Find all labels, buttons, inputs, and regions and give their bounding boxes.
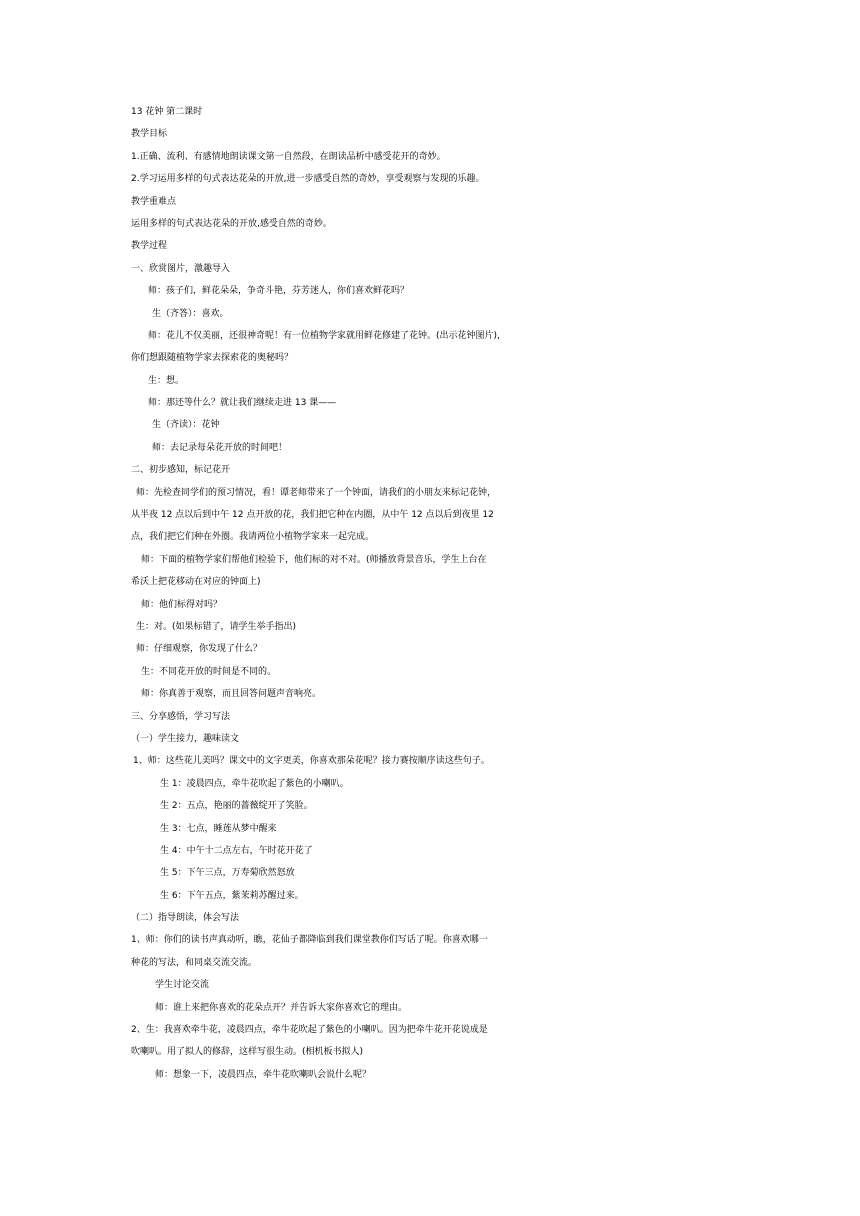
student-reading-line: 生 5：下午三点，万寿菊欣然怒放 — [160, 868, 295, 879]
dialogue-line: 师：仔细观察，你发现了什么？ — [136, 644, 263, 655]
dialogue-line: 生（齐读）：花钟 — [152, 420, 220, 431]
student-reading-line: 生 1：凌晨四点，牵牛花吹起了紫色的小喇叭。 — [160, 778, 349, 789]
objective-1: 1.正确、流利、有感情地朗读课文第一自然段，在朗读品析中感受花开的奇妙。 — [131, 151, 446, 162]
dialogue-continuation: 希沃上把花移动在对应的钟面上) — [131, 577, 261, 588]
dialogue-continuation: 点，我们把它们种在外圈。我请两位小植物学家来一起完成。 — [131, 532, 375, 543]
dialogue-line: 师：谁上来把你喜欢的花朵点开？并告诉大家你喜欢它的理由。 — [155, 1002, 408, 1013]
dialogue-line: 师：去记录每朵花开放的时间吧！ — [152, 442, 288, 453]
dialogue-line: 生（齐答）：喜欢。 — [152, 308, 229, 319]
dialogue-line: 师：他们标得对吗？ — [141, 599, 223, 610]
part-2-heading: 二、初步感知，标记花开 — [131, 465, 231, 476]
dialogue-line: 师：下面的植物学家们帮他们检验下，他们标的对不对。(师播放背景音乐，学生上台在 — [141, 554, 487, 565]
document-page — [0, 101, 860, 1086]
section-heading-objectives: 教学目标 — [131, 129, 168, 140]
dialogue-line: 师：你真善于观察，而且回答问题声音响亮。 — [141, 689, 322, 700]
student-reading-line: 生 6：下午五点，紫茉莉苏醒过来。 — [160, 890, 304, 901]
dialogue-line: 1、师：这些花儿美吗？课文中的文字更美，你喜欢那朵花呢？接力赛按顺序读这些句子。 — [133, 756, 490, 767]
part-1-heading: 一、欣赏图片，激趣导入 — [131, 263, 231, 274]
section-heading-process: 教学过程 — [131, 241, 168, 252]
dialogue-line: 师：花儿不仅美丽，还很神奇呢！有一位植物学家就用鲜花修建了花钟。(出示花钟图片)， — [148, 330, 507, 341]
student-reading-line: 生 3：七点，睡莲从梦中醒来 — [160, 823, 277, 834]
dialogue-continuation: 吹喇叭。用了拟人的修辞，这样写很生动。(相机板书拟人) — [131, 1047, 364, 1058]
student-reading-line: 生 4：中午十二点左右，午时花开花了 — [160, 845, 313, 856]
dialogue-line: 师：先检查同学们的预习情况，看！谭老师带来了一个钟面，请我们的小朋友来标记花钟， — [136, 487, 497, 498]
dialogue-line: 2、生：我喜欢牵牛花，凌晨四点，牵牛花吹起了紫色的小喇叭。因为把牵牛花开花说成是 — [131, 1025, 488, 1036]
lesson-title: 13 花钟 第二课时 — [131, 107, 203, 117]
subsection-1-heading: （一）学生接力，趣味读文 — [131, 733, 240, 744]
dialogue-line: 师：孩子们，鲜花朵朵，争奇斗艳，芬芳迷人，你们喜欢鲜花吗？ — [148, 286, 410, 297]
student-reading-line: 生 2：五点，艳丽的蔷薇绽开了笑脸。 — [160, 801, 313, 812]
dialogue-continuation: 种花的写法，和同桌交流交流。 — [131, 957, 258, 968]
dialogue-continuation: 你们想跟随植物学家去探索花的奥秘吗？ — [131, 353, 294, 364]
dialogue-line: 师：那还等什么？就让我们继续走进 13 课—— — [148, 398, 337, 409]
dialogue-continuation: 从半夜 12 点以后到中午 12 点开放的花，我们把它种在内圈，从中午 12 点以后到夜里 12 — [131, 510, 494, 521]
dialogue-line: 生：不同花开放的时间是不同的。 — [141, 666, 277, 677]
section-heading-key-points: 教学重难点 — [131, 196, 177, 207]
dialogue-line: 1、师：你们的读书声真动听，瞧，花仙子都降临到我们课堂教你们写话了呢。你喜欢哪一 — [131, 935, 488, 946]
part-3-heading: 三、分享感悟，学习写法 — [131, 711, 231, 722]
key-points-text: 运用多样的句式表达花朵的开放,感受自然的奇妙。 — [131, 218, 332, 229]
dialogue-line: 生：想。 — [148, 375, 185, 386]
activity-note: 学生讨论交流 — [155, 980, 210, 991]
dialogue-line: 生：对。(如果标错了，请学生举手指出) — [136, 621, 297, 632]
subsection-2-heading: （二）指导朗读，体会写法 — [131, 913, 240, 924]
dialogue-line: 师：想象一下，凌晨四点，牵牛花吹喇叭会说什么呢？ — [155, 1069, 372, 1080]
objective-2: 2.学习运用多样的句式表达花朵的开放,进一步感受自然的奇妙，享受观察与发现的乐趣。 — [131, 174, 485, 185]
